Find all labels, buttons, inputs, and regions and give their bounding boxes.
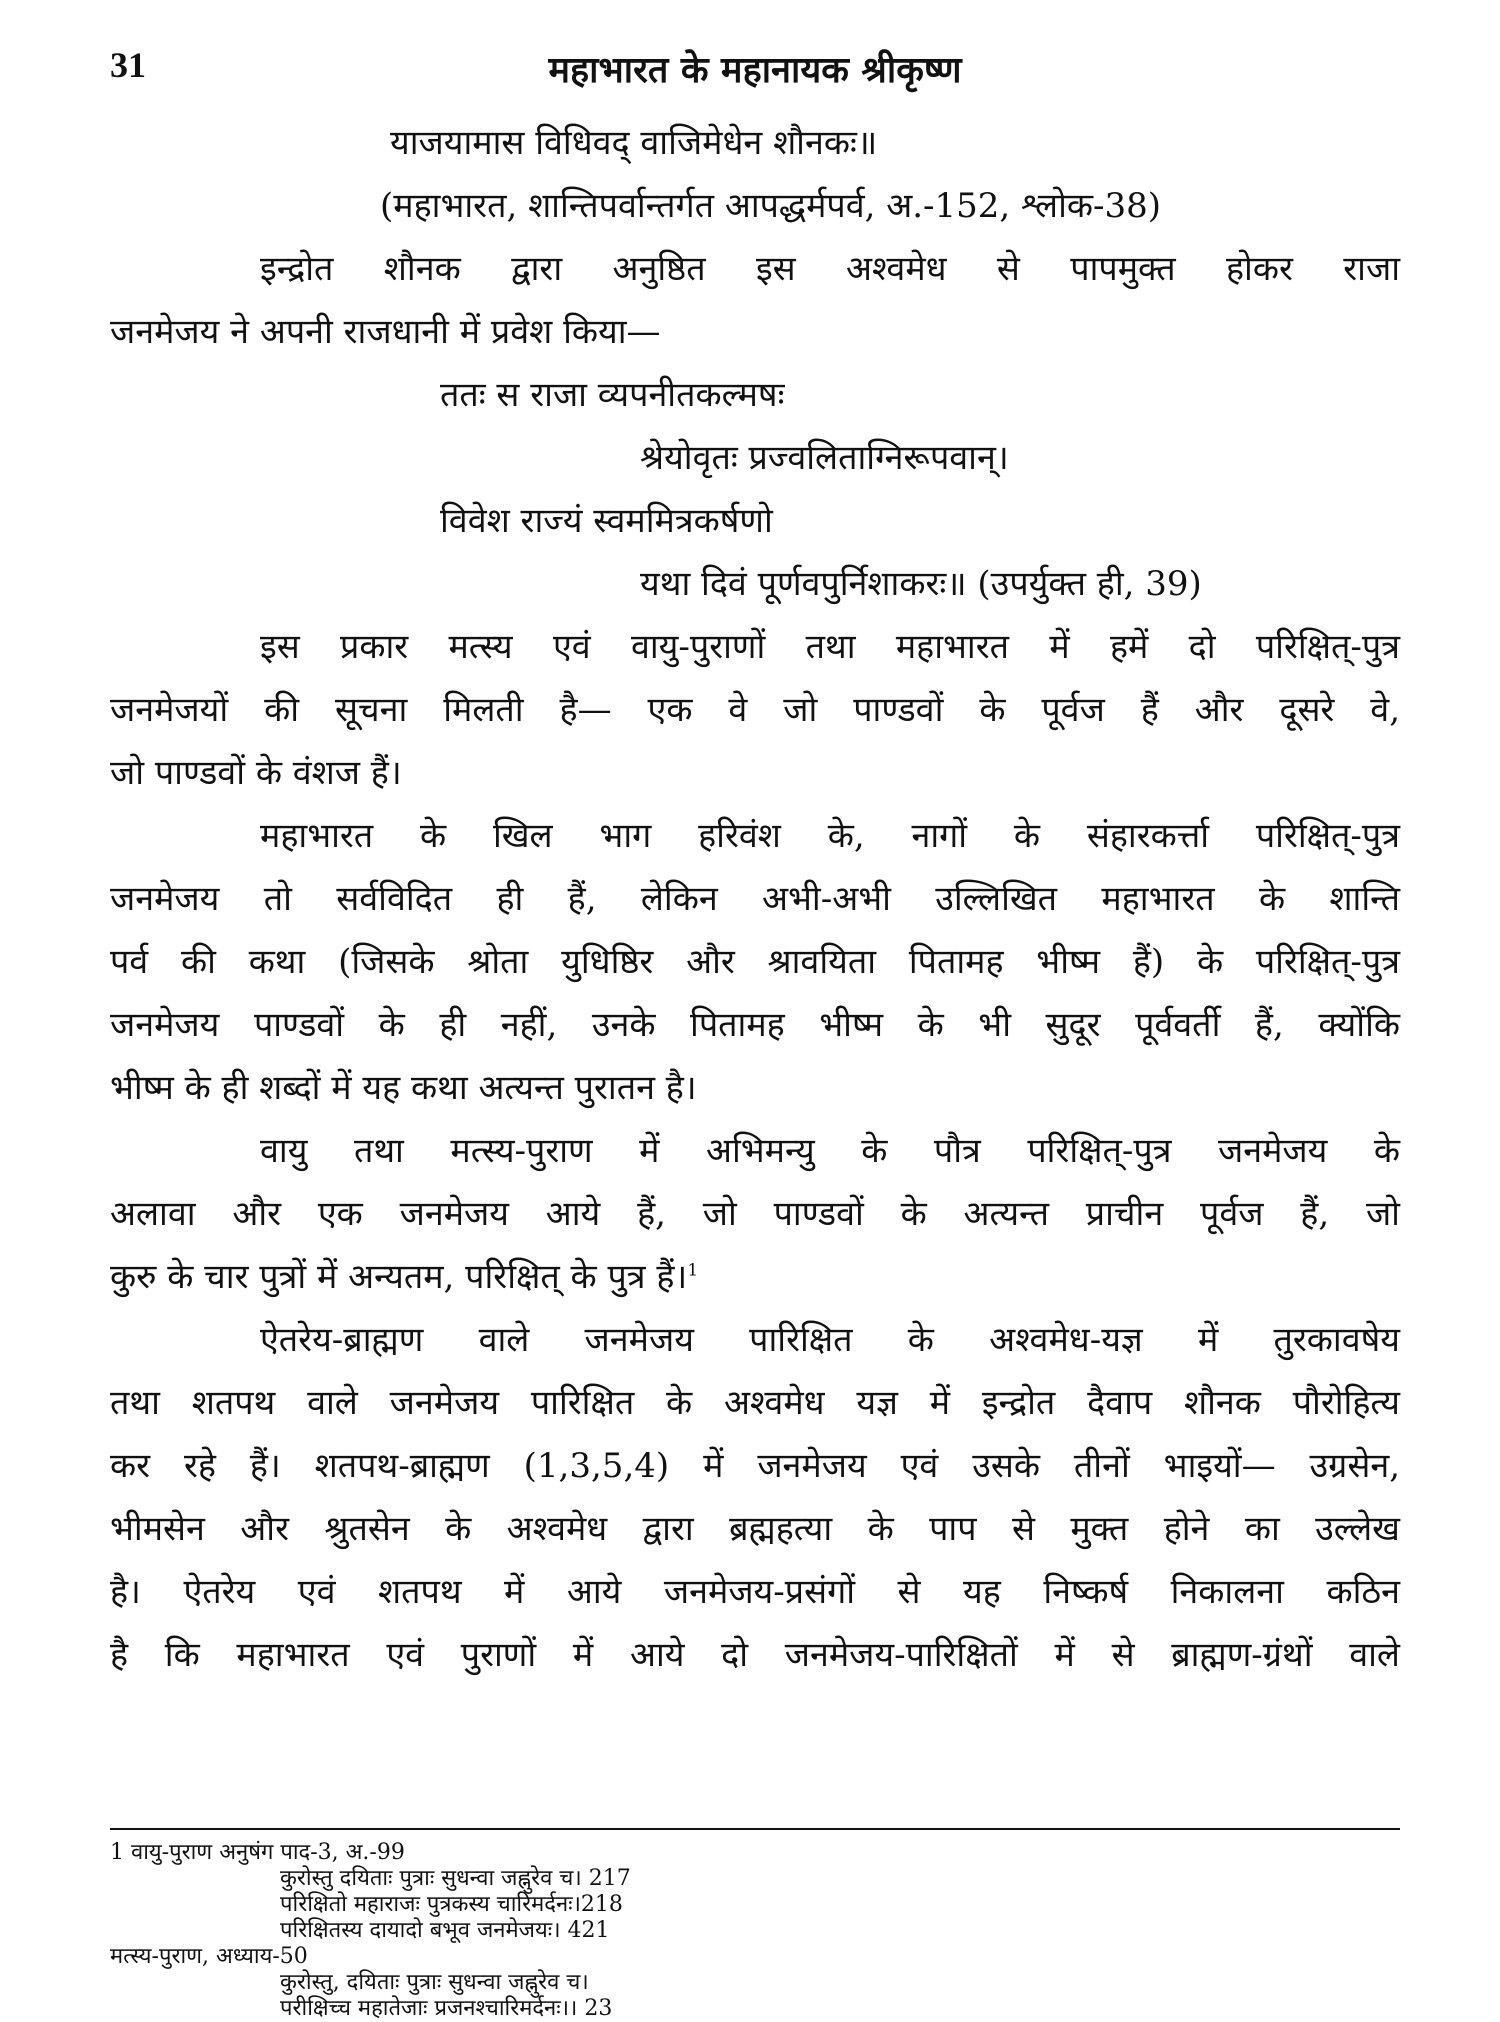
footnotes <box>110 1840 1400 2022</box>
paragraph-line: अलावा और एक जनमेजय आये हैं, जो पाण्डवों के अत्यन्त प्राचीन पूर्वज हैं, जो <box>110 1194 1400 1234</box>
footnote-verse: परीक्षिच्च महातेजाः प्रजनश्चारिमर्दनः।। 23 <box>280 1996 613 2021</box>
paragraph-line: भीमसेन और श्रुतसेन के अश्वमेध द्वारा ब्रह्महत्या के पाप से मुक्त होने का उल्लेख <box>110 1509 1400 1549</box>
verse-line: यथा दिवं पूर्णवपुर्निशाकरः॥ <box>640 564 967 604</box>
paragraph-line: जनमेजय तो सर्वविदित ही हैं, लेकिन अभी-अभी उल्लिखित महाभारत के शान्ति <box>110 879 1400 919</box>
page-header <box>110 44 1400 104</box>
paragraph-text: कुरु के चार पुत्रों में अन्यतम, परिक्षित् के पुत्र हैं। <box>110 1257 688 1297</box>
paragraph-line: है कि महाभारत एवं पुराणों में आये दो जनमेजय-पारिक्षितों में से ब्राह्मण-ग्रंथों वाले <box>110 1635 1400 1675</box>
verse-line: विवेश राज्यं स्वममित्रकर्षणो <box>440 501 773 541</box>
paragraph-line: इन्द्रोत शौनक द्वारा अनुष्ठित इस अश्वमेध से पापमुक्त होकर राजा <box>260 249 1400 289</box>
verse-line-with-citation <box>110 553 1400 616</box>
paragraph-line: जनमेजयों की सूचना मिलती है— एक वे जो पाण्डवों के पूर्वज हैं और दूसरे वे, <box>110 690 1400 730</box>
footnote-verse: परिक्षितस्य दायादो बभूव जनमेजयः। 421 <box>280 1918 610 1943</box>
footnote-verse: कुरोस्तु दयिताः पुत्राः सुधन्वा जह्नुरेव च। 217 <box>280 1866 631 1891</box>
paragraph-line: इस प्रकार मत्स्य एवं वायु-पुराणों तथा महाभारत में हमें दो परिक्षित्-पुत्र <box>260 627 1400 667</box>
paragraph-line: जो पाण्डवों के वंशज हैं। <box>110 753 402 793</box>
verse-citation: (उपर्युक्त ही, 39) <box>977 564 1202 604</box>
paragraph-line: जनमेजय पाण्डवों के ही नहीं, उनके पितामह भीष्म के भी सुदूर पूर्ववर्ती हैं, क्योंकि <box>110 1005 1400 1045</box>
verse-line: श्रेयोवृतः प्रज्वलिताग्निरूपवान्। <box>640 438 1009 478</box>
footnote-verse: परिक्षितो महाराजः पुत्रकस्य चारिमर्दनः।218 <box>280 1892 623 1917</box>
paragraph-line: कर रहे हैं। शतपथ-ब्राह्मण (1,3,5,4) में जनमेजय एवं उसके तीनों भाइयों— उग्रसेन, <box>110 1446 1400 1486</box>
verse-citation: (महाभारत, शान्तिपर्वान्तर्गत आपद्धर्मपर्व, अ.-152, श्लोक-38) <box>380 186 1162 226</box>
running-title: महाभारत के महानायक श्रीकृष्ण <box>548 49 962 91</box>
footnote-heading: 1 वायु-पुराण अनुषंग पाद-3, अ.-99 <box>110 1840 405 1865</box>
paragraph-line: ऐतरेय-ब्राह्मण वाले जनमेजय पारिक्षित के अश्वमेध-यज्ञ में तुरकावषेय <box>260 1320 1400 1360</box>
verse-line: ततः स राजा व्यपनीतकल्मषः <box>440 375 785 415</box>
paragraph-line: भीष्म के ही शब्दों में यह कथा अत्यन्त पुरातन है। <box>110 1068 697 1108</box>
footnote-verse: कुरोस्तु, दयिताः पुत्राः सुधन्वा जह्नुरेव च। <box>280 1970 589 1995</box>
paragraph-line: पर्व की कथा (जिसके श्रोता युधिष्ठिर और श्रावयिता पितामह भीष्म हैं) के परिक्षित्-पुत्र <box>110 942 1400 982</box>
paragraph-line: है। ऐतरेय एवं शतपथ में आये जनमेजय-प्रसंगों से यह निष्कर्ष निकालना कठिन <box>110 1572 1400 1612</box>
footnote-heading: मत्स्य-पुराण, अध्याय-50 <box>110 1944 308 1969</box>
paragraph-line: महाभारत के खिल भाग हरिवंश के, नागों के संहारकर्त्ता परिक्षित्-पुत्र <box>260 816 1400 856</box>
paragraph-line: वायु तथा मत्स्य-पुराण में अभिमन्यु के पौत्र परिक्षित्-पुत्र जनमेजय के <box>260 1131 1400 1171</box>
footnote-marker: 1 <box>687 1260 699 1281</box>
paragraph-line: तथा शतपथ वाले जनमेजय पारिक्षित के अश्वमेध यज्ञ में इन्द्रोत दैवाप शौनक पौरोहित्य <box>110 1383 1400 1423</box>
paragraph-line-with-footnote <box>110 1246 1400 1309</box>
paragraph-line: जनमेजय ने अपनी राजधानी में प्रवेश किया— <box>110 312 661 352</box>
footnote-divider <box>110 1828 1400 1830</box>
main-text <box>110 112 1400 1687</box>
page-number: 31 <box>110 45 146 85</box>
verse-line: याजयामास विधिवद् वाजिमेधेन शौनकः॥ <box>390 123 878 163</box>
